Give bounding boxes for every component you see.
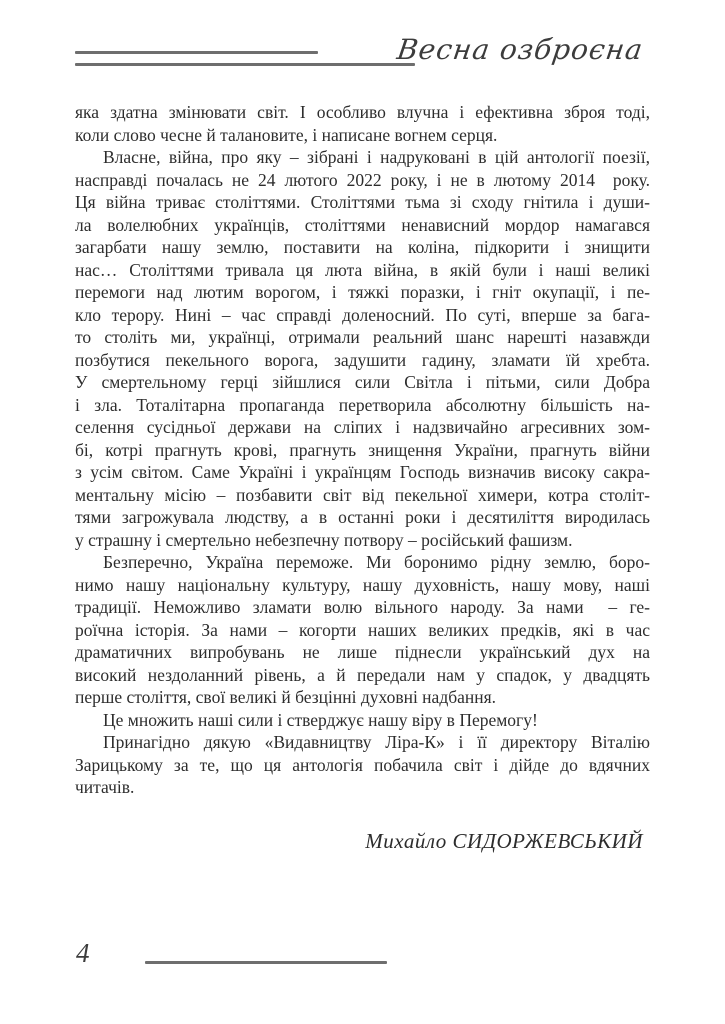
text-line: читачів. <box>75 777 135 797</box>
text-line: Ця війна триває століттями. Століттями тьма зі сходу гнітила і души- <box>75 192 650 212</box>
text-line: то століть ми, українці, отримали реальний шанс нарешті назавжди <box>75 327 650 347</box>
text-line: нимо нашу національну культуру, нашу духовність, нашу мову, наші <box>75 574 650 595</box>
text-line: нас… Століттями тривала ця люта війна, в якій були і наші великі <box>75 259 650 280</box>
text-line: драматичних випробувань не лише піднесли український дух на <box>75 642 650 662</box>
text-line: загарбати нашу землю, поставити на коліна, підкорити і знищити <box>75 237 650 257</box>
text-line: Принагідно дякую «Видавництву Ліра-К» і її директору Віталію <box>103 732 650 752</box>
text-line: Зарицькому за те, що ця антологія побачила світ і дійде до вдячних <box>75 754 650 775</box>
body-text <box>75 101 650 799</box>
text-line: з усім світом. Саме Україні і українцям Господь визначив високу сакра- <box>75 462 650 482</box>
text-line: кло терору. Нині – час справді доленосний. По суті, вперше за бага- <box>75 304 650 325</box>
text-line: яка здатна змінювати світ. І особливо влучна і ефективна зброя тоді, <box>75 102 650 122</box>
text-line: Безперечно, Україна переможе. Ми боронимо рідну землю, боро- <box>103 552 650 572</box>
text-line: традиції. Неможливо зламати волю вільного народу. За нами – ге- <box>75 597 650 617</box>
page-number: 4 <box>76 938 90 968</box>
text-line: Власне, війна, про яку – зібрані і надруковані в цій антології поезії, <box>103 147 650 167</box>
text-line: коли слово чесне й талановите, і написане вогнем серця. <box>75 124 498 145</box>
text-line: і зла. Тоталітарна пропаганда перетворила абсолютну більшість на- <box>75 394 650 415</box>
text-line: роїчна історія. За нами – когорти наших великих предків, які в час <box>75 619 650 640</box>
author-signature: Михайло СИДОРЖЕВСЬКИЙ <box>365 829 643 853</box>
text-line: У смертельному герці зійшлися сили Світла і пітьми, сили Добра <box>75 372 650 392</box>
text-line: ментальну місію – позбавити світ від пекельної химери, котра століт- <box>75 484 650 505</box>
text-line: насправді почалась не 24 лютого 2022 року, і не в лютому 2014 року. <box>75 169 650 190</box>
text-line: селення сусідньої держави на сліпих і надзвичайно агресивних зом- <box>75 417 650 437</box>
running-title: Весна озброєна <box>394 33 646 66</box>
text-line: перше століття, свої великі й безцінні духовні надбання. <box>75 687 497 707</box>
text-line: перемоги над лютим ворогом, і тяжкі поразки, і гніт окупації, і пе- <box>75 282 650 302</box>
text-line: високий нездоланний рівень, а й передали нам у спадок, у двадцять <box>75 664 650 685</box>
header-rule-long <box>75 63 415 66</box>
text-line: Це множить наші сили і стверджує нашу віру в Перемогу! <box>103 709 538 730</box>
footer-rule <box>145 961 387 964</box>
text-line: ла волелюбних українців, століттями ненависний мордор намагався <box>75 214 650 235</box>
text-line: у страшну і смертельно небезпечну потвору – російський фашизм. <box>75 529 573 550</box>
text-line: бі, котрі прагнуть крові, прагнуть знищення України, прагнуть війни <box>75 439 650 460</box>
text-line: тями загрожувала людству, а в останні роки і десятиліття виродилась <box>75 507 650 527</box>
text-line: позбутися пекельного ворога, задушити гадину, зламати їй хребта. <box>75 349 650 370</box>
header-rule-short <box>75 51 318 54</box>
